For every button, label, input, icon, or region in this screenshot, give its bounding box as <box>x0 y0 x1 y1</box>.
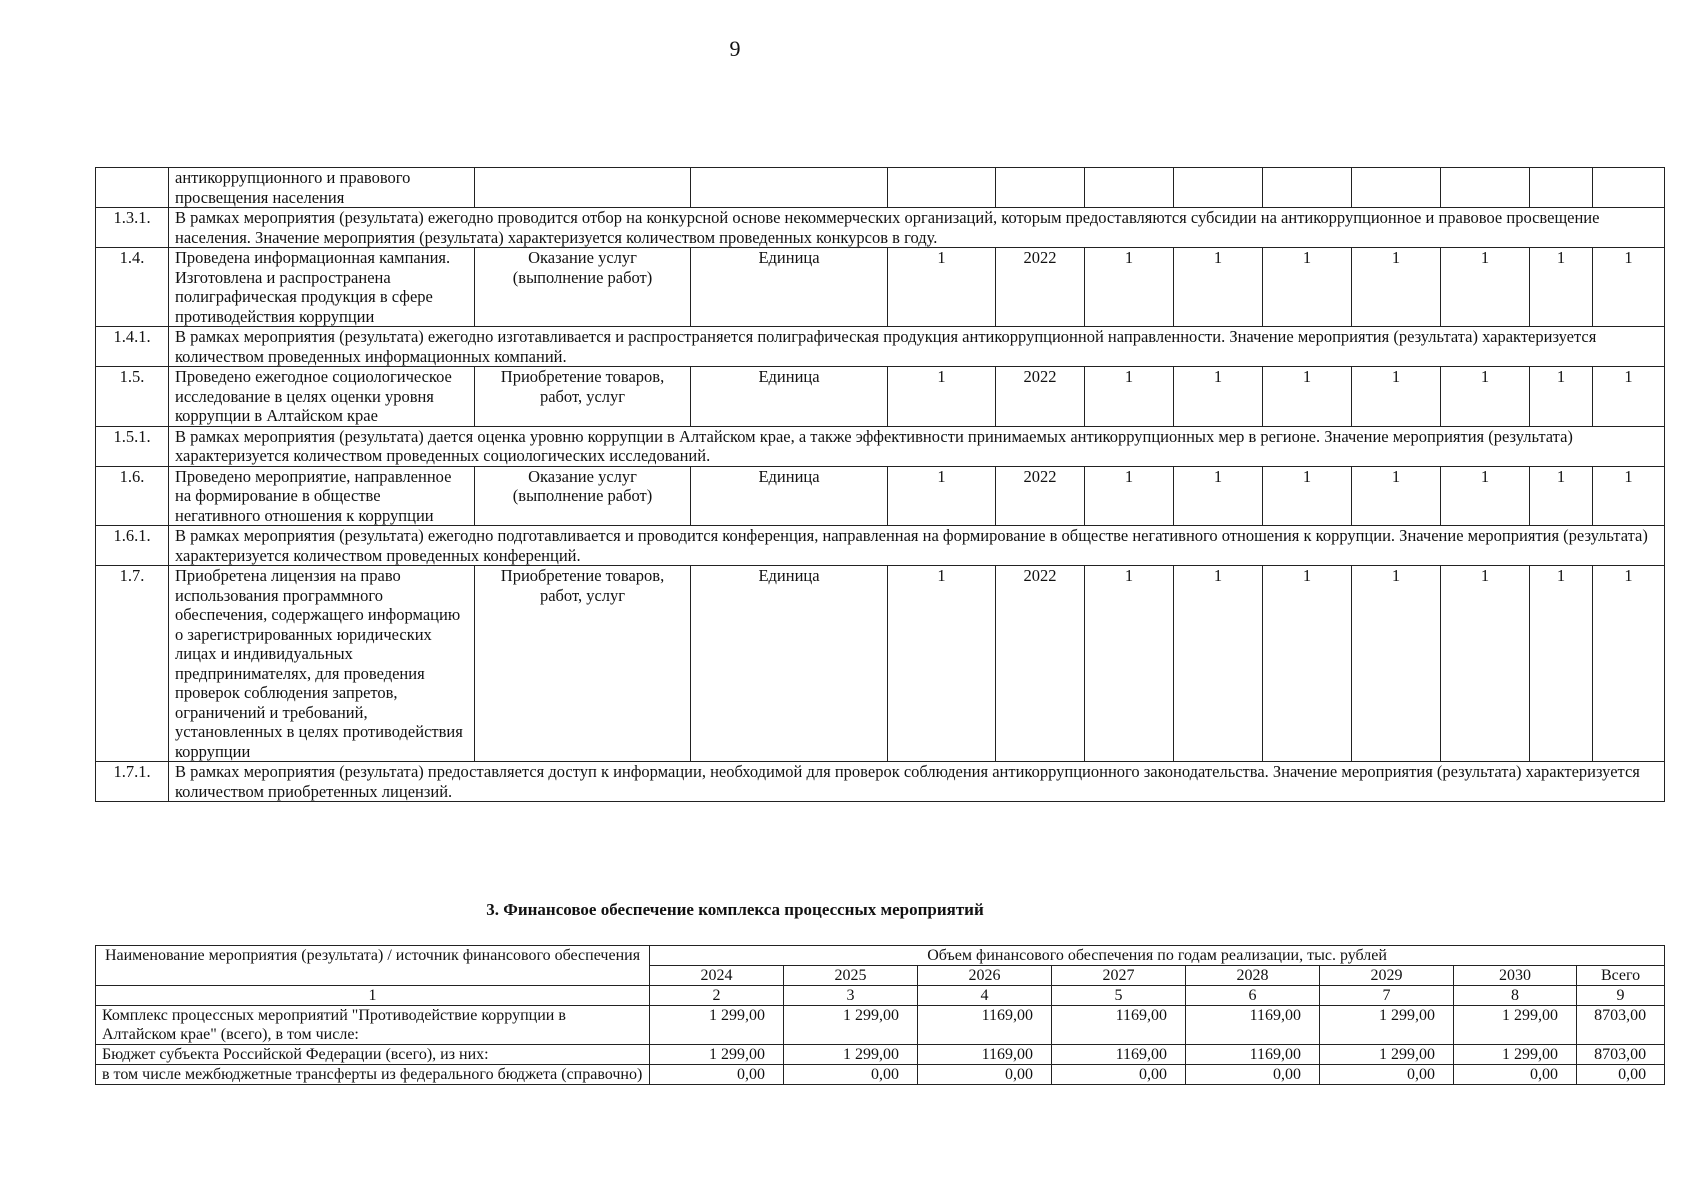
page-number: 9 <box>729 36 741 61</box>
fin-colnum: 7 <box>1320 986 1454 1006</box>
plan-item-cell: 1 <box>1263 367 1352 427</box>
plan-item-cell: Единица <box>691 248 888 327</box>
plan-item-cell: 1 <box>888 248 996 327</box>
plan-note-text: В рамках мероприятия (результата) ежегодно проводится отбор на конкурсной основе некоммерческих организаций, которым предоставляются субсидии на антикоррупционное и правовое просвещение населения. Значение мероприятия (результата) характеризуется количеством проведенных конкурсов в году. <box>169 208 1665 248</box>
fin-colnum: 2 <box>650 986 784 1006</box>
plan-item-cell: 1 <box>1593 367 1665 427</box>
plan-item-cell: 1 <box>1441 248 1530 327</box>
fin-total-header: Всего <box>1577 966 1665 986</box>
plan-item-cell: 1 <box>1085 367 1174 427</box>
fin-row-value: 1 299,00 <box>1320 1006 1454 1045</box>
section-title: 3. Финансовое обеспечение комплекса процессных мероприятий <box>486 900 984 919</box>
plan-item-cell: 1 <box>1593 566 1665 762</box>
plan-item-cell: 2022 <box>996 566 1085 762</box>
fin-row-value: 1169,00 <box>1052 1045 1186 1065</box>
fin-row-name: Комплекс процессных мероприятий "Противодействие коррупции в Алтайском крае" (всего), в том числе: <box>96 1006 650 1045</box>
plan-item-cell <box>691 168 888 208</box>
fin-header-name: Наименование мероприятия (результата) / источник финансового обеспечения <box>96 946 650 986</box>
plan-item-cell: Единица <box>691 466 888 526</box>
plan-item-cell <box>1174 168 1263 208</box>
fin-row-value: 8703,00 <box>1577 1006 1665 1045</box>
plan-item-name: Проведено ежегодное социологическое исследование в целях оценки уровня коррупции в Алтайском крае <box>169 367 475 427</box>
plan-item-cell: 1 <box>1263 466 1352 526</box>
plan-item-cell: Единица <box>691 367 888 427</box>
plan-item-cell: 2022 <box>996 248 1085 327</box>
fin-row-value: 0,00 <box>1577 1065 1665 1085</box>
fin-header-row <box>96 946 1665 966</box>
plan-row-number: 1.3.1. <box>96 208 169 248</box>
plan-item-cell <box>1263 168 1352 208</box>
fin-row <box>96 1006 1665 1045</box>
fin-row-value: 1 299,00 <box>650 1045 784 1065</box>
fin-year: 2028 <box>1186 966 1320 986</box>
plan-item-cell: 1 <box>888 566 996 762</box>
fin-year: 2024 <box>650 966 784 986</box>
plan-note-row <box>96 426 1665 466</box>
fin-row-value: 1 299,00 <box>784 1006 918 1045</box>
plan-item-cell: 1 <box>888 367 996 427</box>
plan-note-row <box>96 526 1665 566</box>
plan-note-text: В рамках мероприятия (результата) дается оценка уровню коррупции в Алтайском крае, а также эффективности принимаемых антикоррупционных мер в регионе. Значение мероприятия (результата) характеризуется количеством проведенных социологических исследований. <box>169 426 1665 466</box>
plan-item-cell: 1 <box>888 466 996 526</box>
plan-item-cell: 1 <box>1174 367 1263 427</box>
fin-row <box>96 1045 1665 1065</box>
fin-row-value: 0,00 <box>918 1065 1052 1085</box>
fin-year: 2026 <box>918 966 1052 986</box>
fin-colnum: 8 <box>1454 986 1577 1006</box>
plan-item-cell: 1 <box>1441 566 1530 762</box>
fin-colnum: 9 <box>1577 986 1665 1006</box>
fin-row <box>96 1065 1665 1085</box>
plan-item-cell: 1 <box>1530 466 1593 526</box>
plan-note-text: В рамках мероприятия (результата) ежегодно подготавливается и проводится конференция, направленная на формирование в обществе негативного отношения к коррупции. Значение мероприятия (результата) характеризуется количеством проведенных конференций. <box>169 526 1665 566</box>
plan-item-name: антикоррупционного и правового просвещения населения <box>169 168 475 208</box>
plan-item-row <box>96 168 1665 208</box>
plan-item-cell: 1 <box>1441 466 1530 526</box>
fin-row-value: 1 299,00 <box>650 1006 784 1045</box>
plan-item-cell: Единица <box>691 566 888 762</box>
plan-item-cell: 1 <box>1441 367 1530 427</box>
fin-row-value: 1 299,00 <box>1454 1045 1577 1065</box>
fin-year: 2030 <box>1454 966 1577 986</box>
plan-row-number: 1.6.1. <box>96 526 169 566</box>
plan-item-cell: 1 <box>1530 248 1593 327</box>
plan-row-number <box>96 168 169 208</box>
plan-item-cell: 1 <box>1530 566 1593 762</box>
plan-item-cell <box>996 168 1085 208</box>
plan-note-text: В рамках мероприятия (результата) ежегодно изготавливается и распространяется полиграфическая продукция антикоррупционной направленности. Значение мероприятия (результата) характеризуется количеством проведенных информационных компаний. <box>169 327 1665 367</box>
fin-row-value: 0,00 <box>650 1065 784 1085</box>
fin-row-name: Бюджет субъекта Российской Федерации (всего), из них: <box>96 1045 650 1065</box>
plan-item-cell <box>1530 168 1593 208</box>
plan-item-cell: 1 <box>1530 367 1593 427</box>
plan-table <box>95 167 1665 802</box>
plan-item-cell <box>1593 168 1665 208</box>
plan-item-cell: 1 <box>1263 566 1352 762</box>
plan-item-cell: 1 <box>1174 566 1263 762</box>
plan-item-cell: 2022 <box>996 466 1085 526</box>
plan-item-row <box>96 367 1665 427</box>
plan-item-cell: 1 <box>1174 466 1263 526</box>
fin-header-volume: Объем финансового обеспечения по годам реализации, тыс. рублей <box>650 946 1665 966</box>
fin-year: 2029 <box>1320 966 1454 986</box>
fin-colnum: 1 <box>96 986 650 1006</box>
fin-row-value: 1 299,00 <box>784 1045 918 1065</box>
fin-row-value: 0,00 <box>1454 1065 1577 1085</box>
plan-item-cell: 1 <box>1593 466 1665 526</box>
plan-row-number: 1.4.1. <box>96 327 169 367</box>
plan-item-cell: 1 <box>1263 248 1352 327</box>
fin-colnum: 5 <box>1052 986 1186 1006</box>
plan-item-cell: 1 <box>1352 466 1441 526</box>
financing-table <box>95 945 1665 1085</box>
plan-item-cell <box>1352 168 1441 208</box>
fin-row-value: 0,00 <box>1186 1065 1320 1085</box>
plan-row-number: 1.4. <box>96 248 169 327</box>
plan-row-number: 1.7. <box>96 566 169 762</box>
plan-item-cell: 1 <box>1352 248 1441 327</box>
plan-item-cell <box>1441 168 1530 208</box>
plan-item-name: Проведена информационная кампания. Изготовлена и распространена полиграфическая продукция в сфере противодействия коррупции <box>169 248 475 327</box>
plan-item-cell: 1 <box>1174 248 1263 327</box>
fin-row-value: 0,00 <box>1320 1065 1454 1085</box>
plan-row-number: 1.5.1. <box>96 426 169 466</box>
plan-item-cell: 1 <box>1085 466 1174 526</box>
plan-item-cell: 2022 <box>996 367 1085 427</box>
plan-item-cell: Оказание услуг (выполнение работ) <box>475 466 691 526</box>
plan-item-cell: Оказание услуг (выполнение работ) <box>475 248 691 327</box>
plan-item-name: Проведено мероприятие, направленное на формирование в обществе негативного отношения к коррупции <box>169 466 475 526</box>
plan-item-row <box>96 466 1665 526</box>
plan-item-cell: 1 <box>1352 566 1441 762</box>
plan-row-number: 1.7.1. <box>96 762 169 802</box>
plan-item-cell: 1 <box>1593 248 1665 327</box>
plan-item-row <box>96 248 1665 327</box>
fin-row-value: 1169,00 <box>1186 1006 1320 1045</box>
fin-year: 2027 <box>1052 966 1186 986</box>
fin-row-value: 1169,00 <box>1052 1006 1186 1045</box>
fin-row-value: 1 299,00 <box>1320 1045 1454 1065</box>
plan-item-cell <box>475 168 691 208</box>
fin-colnum: 4 <box>918 986 1052 1006</box>
fin-row-name: в том числе межбюджетные трансферты из федерального бюджета (справочно) <box>96 1065 650 1085</box>
plan-note-row <box>96 762 1665 802</box>
fin-year: 2025 <box>784 966 918 986</box>
plan-item-cell: 1 <box>1085 566 1174 762</box>
fin-row-value: 1 299,00 <box>1454 1006 1577 1045</box>
fin-row-value: 0,00 <box>1052 1065 1186 1085</box>
plan-note-row <box>96 327 1665 367</box>
plan-item-row <box>96 566 1665 762</box>
plan-note-text: В рамках мероприятия (результата) предоставляется доступ к информации, необходимой для проверок соблюдения антикоррупционного законодательства. Значение мероприятия (результата) характеризуется количеством приобретенных лицензий. <box>169 762 1665 802</box>
plan-item-cell: Приобретение товаров, работ, услуг <box>475 566 691 762</box>
fin-row-value: 1169,00 <box>918 1006 1052 1045</box>
plan-item-cell: 1 <box>1352 367 1441 427</box>
fin-row-value: 0,00 <box>784 1065 918 1085</box>
fin-colnum-row <box>96 986 1665 1006</box>
plan-row-number: 1.6. <box>96 466 169 526</box>
fin-colnum: 6 <box>1186 986 1320 1006</box>
plan-note-row <box>96 208 1665 248</box>
plan-item-cell: 1 <box>1085 248 1174 327</box>
plan-item-name: Приобретена лицензия на право использования программного обеспечения, содержащего информацию о зарегистрированных юридических лицах и индивидуальных предпринимателях, для проведения проверок соблюдения запретов, ограничений и требований, установленных в целях противодействия коррупции <box>169 566 475 762</box>
fin-row-value: 8703,00 <box>1577 1045 1665 1065</box>
fin-row-value: 1169,00 <box>918 1045 1052 1065</box>
fin-colnum: 3 <box>784 986 918 1006</box>
plan-item-cell: Приобретение товаров, работ, услуг <box>475 367 691 427</box>
fin-row-value: 1169,00 <box>1186 1045 1320 1065</box>
plan-item-cell <box>1085 168 1174 208</box>
plan-row-number: 1.5. <box>96 367 169 427</box>
plan-item-cell <box>888 168 996 208</box>
